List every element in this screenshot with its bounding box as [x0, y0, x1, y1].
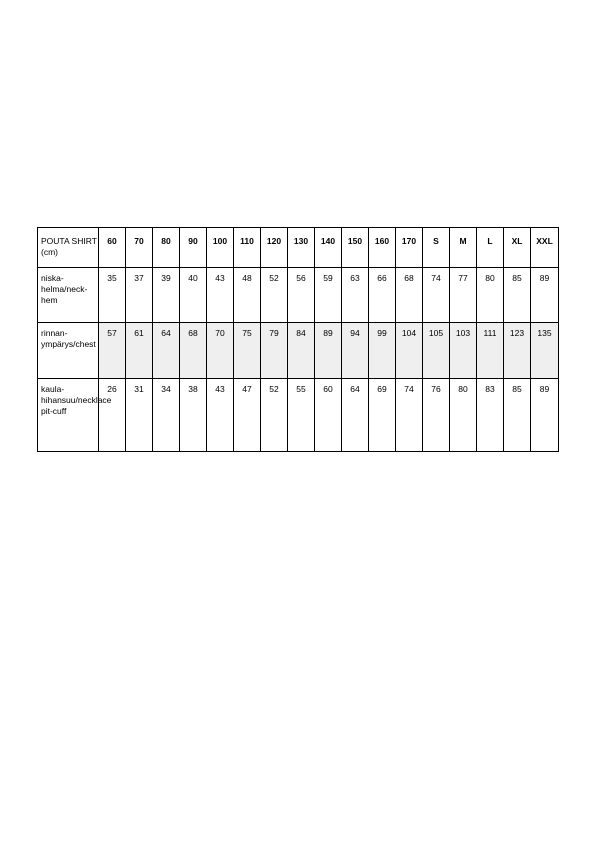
table-cell: 70	[207, 323, 234, 379]
table-cell: 89	[531, 379, 559, 452]
size-header: 120	[261, 228, 288, 268]
table-cell: 48	[234, 268, 261, 323]
row-label: kaula-hihansuu/necklace pit-cuff	[38, 379, 99, 452]
table-cell: 56	[288, 268, 315, 323]
size-header: XXL	[531, 228, 559, 268]
size-header: 100	[207, 228, 234, 268]
table-cell: 85	[504, 379, 531, 452]
table-cell: 68	[180, 323, 207, 379]
table-row-chest	[38, 323, 559, 379]
row-label: niska-helma/neck-hem	[38, 268, 99, 323]
size-chart-table	[37, 227, 559, 452]
table-cell: 83	[477, 379, 504, 452]
table-cell: 35	[99, 268, 126, 323]
size-header: 90	[180, 228, 207, 268]
table-cell: 79	[261, 323, 288, 379]
size-header: 170	[396, 228, 423, 268]
table-cell: 26	[99, 379, 126, 452]
table-cell: 31	[126, 379, 153, 452]
table-cell: 76	[423, 379, 450, 452]
table-cell: 52	[261, 268, 288, 323]
size-header: 150	[342, 228, 369, 268]
size-header: S	[423, 228, 450, 268]
table-cell: 74	[396, 379, 423, 452]
table-cell: 47	[234, 379, 261, 452]
table-cell: 38	[180, 379, 207, 452]
table-cell: 69	[369, 379, 396, 452]
table-cell: 111	[477, 323, 504, 379]
table-cell: 37	[126, 268, 153, 323]
size-header: L	[477, 228, 504, 268]
table-cell: 34	[153, 379, 180, 452]
table-cell: 104	[396, 323, 423, 379]
table-cell: 105	[423, 323, 450, 379]
table-cell: 64	[153, 323, 180, 379]
table-cell: 77	[450, 268, 477, 323]
size-header: 160	[369, 228, 396, 268]
table-cell: 61	[126, 323, 153, 379]
table-cell: 75	[234, 323, 261, 379]
table-cell: 55	[288, 379, 315, 452]
table-row-neck-hem	[38, 268, 559, 323]
table-cell: 89	[315, 323, 342, 379]
table-cell: 43	[207, 379, 234, 452]
table-row-necklace-pit-cuff	[38, 379, 559, 452]
table-cell: 74	[423, 268, 450, 323]
table-cell: 57	[99, 323, 126, 379]
table-cell: 80	[450, 379, 477, 452]
table-cell: 103	[450, 323, 477, 379]
table-cell: 66	[369, 268, 396, 323]
size-header: 130	[288, 228, 315, 268]
table-cell: 40	[180, 268, 207, 323]
size-header: 80	[153, 228, 180, 268]
size-header: 70	[126, 228, 153, 268]
table-cell: 43	[207, 268, 234, 323]
size-header: M	[450, 228, 477, 268]
table-cell: 39	[153, 268, 180, 323]
table-cell: 84	[288, 323, 315, 379]
table-cell: 63	[342, 268, 369, 323]
table-cell: 85	[504, 268, 531, 323]
table-cell: 60	[315, 379, 342, 452]
table-cell: 59	[315, 268, 342, 323]
table-cell: 135	[531, 323, 559, 379]
size-header: 60	[99, 228, 126, 268]
row-label: rinnan-ympärys/chest	[38, 323, 99, 379]
size-header: XL	[504, 228, 531, 268]
table-title: POUTA SHIRT (cm)	[38, 228, 99, 268]
table-cell: 89	[531, 268, 559, 323]
table-cell: 80	[477, 268, 504, 323]
size-header: 140	[315, 228, 342, 268]
table-cell: 64	[342, 379, 369, 452]
table-cell: 68	[396, 268, 423, 323]
table-cell: 52	[261, 379, 288, 452]
table-cell: 123	[504, 323, 531, 379]
table-cell: 99	[369, 323, 396, 379]
table-cell: 94	[342, 323, 369, 379]
size-header: 110	[234, 228, 261, 268]
header-row	[38, 228, 559, 268]
